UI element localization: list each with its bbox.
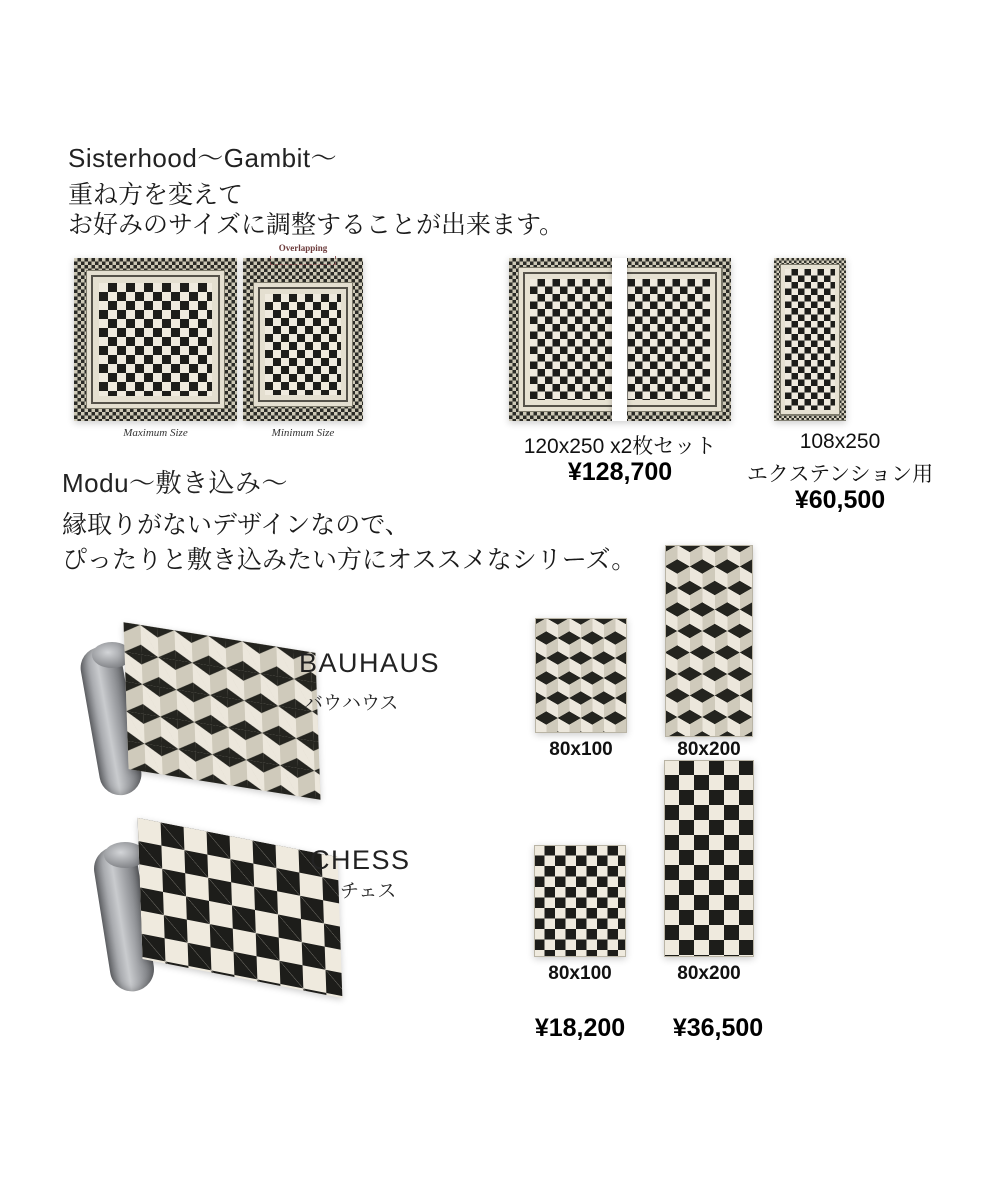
chess-80x100-size-label: 80x100 [548, 963, 612, 984]
sisterhood-minimum-size-image [243, 258, 363, 421]
product-120x250-set-image [509, 258, 731, 421]
bauhaus-product-name-jp: バウハウス [304, 693, 399, 714]
product-120x250-size-label: 120x250 x2枚セット [523, 435, 717, 458]
minimum-size-label: Minimum Size [271, 427, 335, 439]
bauhaus-80x200-size-label: 80x200 [677, 739, 741, 760]
sisterhood-description-line1: 重ね方を変えて [68, 181, 244, 209]
chess-80x200-size-label: 80x200 [677, 963, 741, 984]
product-108x250-price: ¥60,500 [794, 486, 886, 514]
bauhaus-product-name: BAUHAUS [299, 648, 441, 678]
overlapping-note: Overlapping [278, 243, 328, 253]
maximum-size-label: Maximum Size [123, 427, 188, 439]
sisterhood-heading: Sisterhood〜Gambit〜 [68, 143, 338, 173]
bauhaus-80x100-size-label: 80x100 [549, 739, 613, 760]
bauhaus-80x100-image [535, 618, 627, 733]
product-108x250-size-label: 108x250 [799, 430, 881, 453]
modu-description-line2: ぴったりと敷き込みたい方にオススメなシリーズ。 [62, 546, 637, 574]
product-120x250-price: ¥128,700 [567, 458, 673, 486]
bauhaus-80x200-image [665, 545, 753, 737]
modu-heading: Modu〜敷き込み〜 [62, 468, 289, 498]
overlapping-bracket [270, 256, 336, 265]
modu-price-80x200: ¥36,500 [672, 1014, 764, 1042]
chess-product-name: CHESS [310, 845, 411, 875]
chess-80x100-image [534, 845, 626, 957]
modu-price-80x100: ¥18,200 [534, 1014, 626, 1042]
product-108x250-image [774, 258, 846, 421]
modu-description-line1: 縁取りがないデザインなので、 [62, 511, 410, 539]
overlap-divider [612, 258, 627, 421]
chess-product-name-jp: チェス [340, 881, 397, 902]
sisterhood-maximum-size-image [74, 258, 237, 421]
sisterhood-description-line2: お好みのサイズに調整することが出来ます。 [68, 211, 565, 239]
chess-80x200-image [664, 760, 754, 957]
product-108x250-subtitle: エクステンション用 [746, 463, 934, 486]
